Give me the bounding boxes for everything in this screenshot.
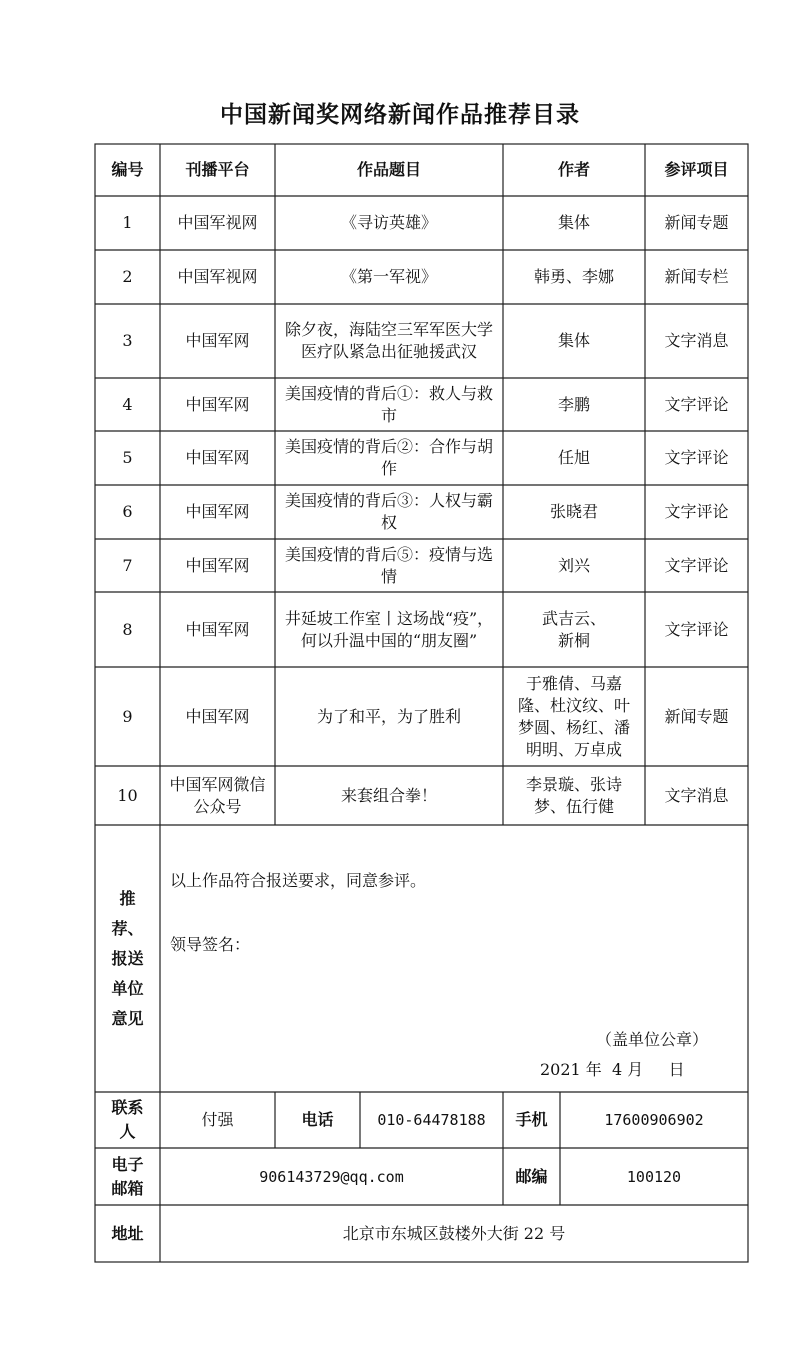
row-category: 文字评论 <box>664 619 729 639</box>
row-no: 8 <box>122 619 133 639</box>
header-category: 参评项目 <box>664 160 729 179</box>
row-platform: 中国军网微信公众号 <box>169 774 266 816</box>
row-platform: 中国军网 <box>185 394 250 414</box>
row-no: 7 <box>122 555 133 575</box>
row-no: 1 <box>122 213 133 232</box>
row-category: 文字评论 <box>664 502 729 521</box>
row-platform: 中国军网 <box>185 502 250 521</box>
row-category: 新闻专题 <box>664 213 729 232</box>
header-platform: 刊播平台 <box>185 160 250 179</box>
header-author: 作者 <box>557 160 590 179</box>
contact-person: 付强 <box>201 1110 234 1129</box>
email-value: 906143729@qq.com <box>259 1167 404 1186</box>
row-author: 任旭 <box>557 448 590 467</box>
row-author: 集体 <box>557 213 590 232</box>
seal-note: （盖单位公章） <box>596 1030 709 1049</box>
row-category: 文字消息 <box>664 785 729 805</box>
row-author: 李鹏 <box>557 394 590 414</box>
row-work: 井延坡工作室丨这场战“疫”，何以升温中国的“朋友圈” <box>284 608 494 650</box>
row-platform: 中国军网 <box>185 706 250 726</box>
row-author: 集体 <box>557 331 590 350</box>
address-value: 北京市东城区鼓楼外大街 22 号 <box>342 1223 566 1243</box>
row-work: 美国疫情的背后②：合作与胡作 <box>284 437 493 478</box>
row-platform: 中国军视网 <box>177 267 258 286</box>
header-work: 作品题目 <box>356 160 421 179</box>
row-no: 4 <box>122 394 133 414</box>
row-author: 韩勇、李娜 <box>533 267 614 286</box>
phone-label: 电话 <box>301 1110 334 1129</box>
opinion-text: 以上作品符合报送要求，同意参评。 <box>170 871 427 890</box>
row-platform: 中国军网 <box>185 555 250 575</box>
row-category: 文字评论 <box>664 394 729 414</box>
opinion-label: 推荐、报送单位意见 <box>111 888 144 1028</box>
row-category: 文字消息 <box>664 331 729 350</box>
row-category: 文字评论 <box>664 555 729 575</box>
zip-value: 100120 <box>626 1167 682 1186</box>
row-platform: 中国军网 <box>185 331 250 350</box>
row-work: 《寻访英雄》 <box>340 213 437 232</box>
row-category: 新闻专题 <box>664 706 729 726</box>
email-label: 电子邮箱 <box>111 1154 144 1198</box>
row-no: 9 <box>122 706 133 726</box>
signature-label: 领导签名： <box>170 935 251 954</box>
address-label: 地址 <box>111 1223 144 1243</box>
row-work: 美国疫情的背后③：人权与霸权 <box>284 491 493 532</box>
row-work: 来套组合拳！ <box>340 785 437 805</box>
row-work: 《第一军视》 <box>340 267 437 286</box>
row-no: 5 <box>122 448 133 467</box>
row-platform: 中国军视网 <box>177 213 258 232</box>
row-work: 美国疫情的背后⑤：疫情与选情 <box>284 544 493 586</box>
row-no: 3 <box>122 331 133 350</box>
row-author: 武吉云、新桐 <box>541 608 606 650</box>
row-author: 李景璇、张诗梦、伍行健 <box>525 774 622 816</box>
row-no: 10 <box>117 785 138 805</box>
page-title: 中国新闻奖网络新闻作品推荐目录 <box>220 101 580 128</box>
row-work: 为了和平，为了胜利 <box>316 706 461 726</box>
contact-person-label: 联系人 <box>111 1098 144 1141</box>
row-category: 文字评论 <box>664 448 729 467</box>
row-work: 除夕夜，海陆空三军军医大学医疗队紧急出征驰援武汉 <box>284 320 493 361</box>
header-no: 编号 <box>111 160 144 179</box>
zip-label: 邮编 <box>515 1166 548 1186</box>
mobile-label: 手机 <box>515 1110 548 1129</box>
phone-value: 010-64478188 <box>377 1111 486 1129</box>
row-work: 美国疫情的背后①：救人与救市 <box>284 383 493 425</box>
row-author: 张晓君 <box>549 502 598 521</box>
row-author: 于雅倩、马嘉隆、杜汶纹、叶梦圆、杨红、潘明明、万卓成 <box>517 673 630 759</box>
row-no: 2 <box>122 267 133 286</box>
row-no: 6 <box>122 502 133 521</box>
row-platform: 中国军网 <box>185 619 250 639</box>
row-platform: 中国军网 <box>185 448 250 467</box>
mobile-value: 17600906902 <box>604 1111 704 1129</box>
row-author: 刘兴 <box>557 555 590 575</box>
row-category: 新闻专栏 <box>664 267 729 286</box>
opinion-date: 2021 年 4 月 日 <box>540 1060 685 1079</box>
